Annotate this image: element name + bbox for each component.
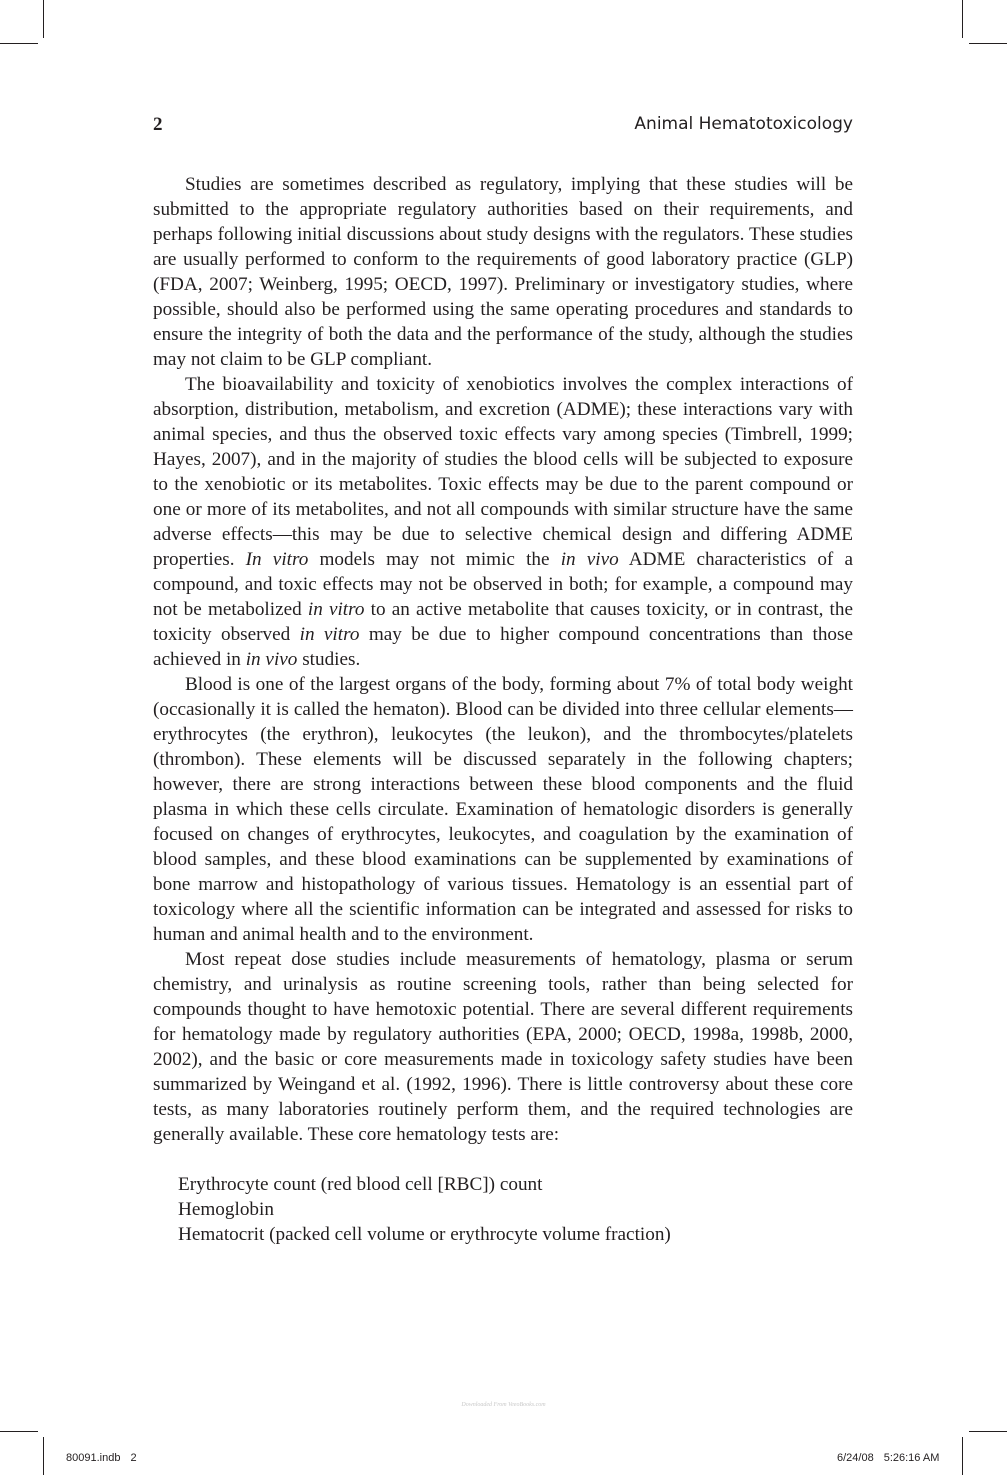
- body-text: [153, 172, 853, 1247]
- body-paragraph: [153, 372, 853, 672]
- italic-term: In vitro: [245, 549, 309, 570]
- list-item: Erythrocyte count (red blood cell [RBC]) count: [178, 1174, 543, 1195]
- text-run: studies.: [297, 649, 361, 670]
- page-number: 2: [153, 114, 163, 135]
- body-paragraph: [153, 172, 853, 372]
- body-paragraph: [153, 672, 853, 947]
- body-paragraph: [153, 947, 853, 1147]
- crop-mark-bottom-right-vertical: [962, 1437, 963, 1475]
- crop-mark-top-right-vertical: [962, 0, 963, 38]
- slug-page: 2: [130, 1452, 137, 1464]
- slug-left: [66, 1452, 137, 1464]
- crop-mark-top-right-horizontal: [969, 43, 1007, 44]
- crop-mark-top-left-vertical: [43, 0, 44, 38]
- text-run: models may not mimic the: [308, 549, 561, 570]
- crop-mark-bottom-left-horizontal: [0, 1431, 38, 1432]
- text-run: Studies are sometimes described as regulatory, implying that these studies will be submitted to the appropriate regulatory authorities based on their requirements, and perhaps following initial discussions about study designs with the regulators. These studies are usually performed to conform to the requirements of good laboratory practice (GLP) (FDA, 2007; Weinberg, 1995; OECD, 1997). Preliminary or investigatory studies, where possible, should also be performed using the same operating procedures and standards to ensure the integrity of both the data and the performance of the study, although the studies may not claim to be GLP compliant.: [153, 174, 853, 370]
- slug-right: [837, 1452, 939, 1464]
- list-item: Hematocrit (packed cell volume or erythrocyte volume fraction): [178, 1224, 671, 1245]
- text-run: ADME characteristics of a compound, and toxic effects may not be observed in both; for example, a compound may not be metabolized: [153, 549, 853, 620]
- page-header: [153, 114, 853, 138]
- italic-term: in vitro: [307, 599, 365, 620]
- core-tests-list: [153, 1172, 853, 1247]
- italic-term: in vivo: [560, 549, 619, 570]
- crop-mark-bottom-right-horizontal: [969, 1431, 1007, 1432]
- running-head: Animal Hematotoxicology: [634, 114, 853, 134]
- italic-term: in vitro: [299, 624, 360, 645]
- text-run: The bioavailability and toxicity of xenobiotics involves the complex interactions of absorption, distribution, metabolism, and excretion (ADME); these interactions vary with animal species, and thus the observed toxic effects vary among species (Timbrell, 1999; Hayes, 2007), and in the majority of studies the blood cells will be subjected to exposure to the xenobiotic or its metabolites. Toxic effects may be due to the parent compound or one or more of its metabolites, and not all compounds with similar structure have the same adverse effects—this may be due to selective chemical design and differing ADME properties.: [153, 374, 853, 570]
- crop-mark-bottom-left-vertical: [43, 1437, 44, 1475]
- list-item: Hemoglobin: [178, 1199, 274, 1220]
- text-run: Most repeat dose studies include measurements of hematology, plasma or serum chemistry, and urinalysis as routine screening tools, rather than being selected for compounds thought to have hemotoxic potential. There are several different requirements for hematology made by regulatory authorities (EPA, 2000; OECD, 1998a, 1998b, 2000, 2002), and the basic or core measurements made in toxicology safety studies have been summarized by Weingand et al. (1992, 1996). There is little controversy about these core tests, as many laboratories routinely perform them, and the required technologies are generally available. These core hematology tests are:: [153, 949, 853, 1145]
- watermark: Downloaded From VeeoBooks.com: [461, 1402, 546, 1408]
- text-run: to an active metabolite that causes toxicity, or in contrast, the toxicity observed: [153, 599, 853, 645]
- text-run: may be due to higher compound concentrations than those achieved in: [153, 624, 853, 670]
- paragraphs: [153, 172, 853, 1147]
- italic-term: in vivo: [245, 649, 298, 670]
- text-run: Blood is one of the largest organs of the body, forming about 7% of total body weight (occasionally it is called the hematon). Blood can be divided into three cellular elements—erythrocytes (the erythron), leukocytes (the leukon), and the thrombocytes/platelets (thrombon). These elements will be discussed separately in the following chapters; however, there are strong interactions between these blood components and the fluid plasma in which these cells circulate. Examination of hematologic disorders is generally focused on changes of erythrocytes, leukocytes, and coagulation by the examination of blood samples, and these blood examinations can be supplemented by examinations of bone marrow and histopathology of various tissues. Hematology is an essential part of toxicology where all the scientific information can be integrated and assessed for risks to human and animal health and to the environment.: [153, 674, 853, 945]
- slug-file-name: 80091.indb: [66, 1452, 121, 1464]
- slug-date: 6/24/08: [837, 1452, 874, 1464]
- crop-mark-top-left-horizontal: [0, 43, 38, 44]
- slug-time: 5:26:16 AM: [883, 1452, 940, 1464]
